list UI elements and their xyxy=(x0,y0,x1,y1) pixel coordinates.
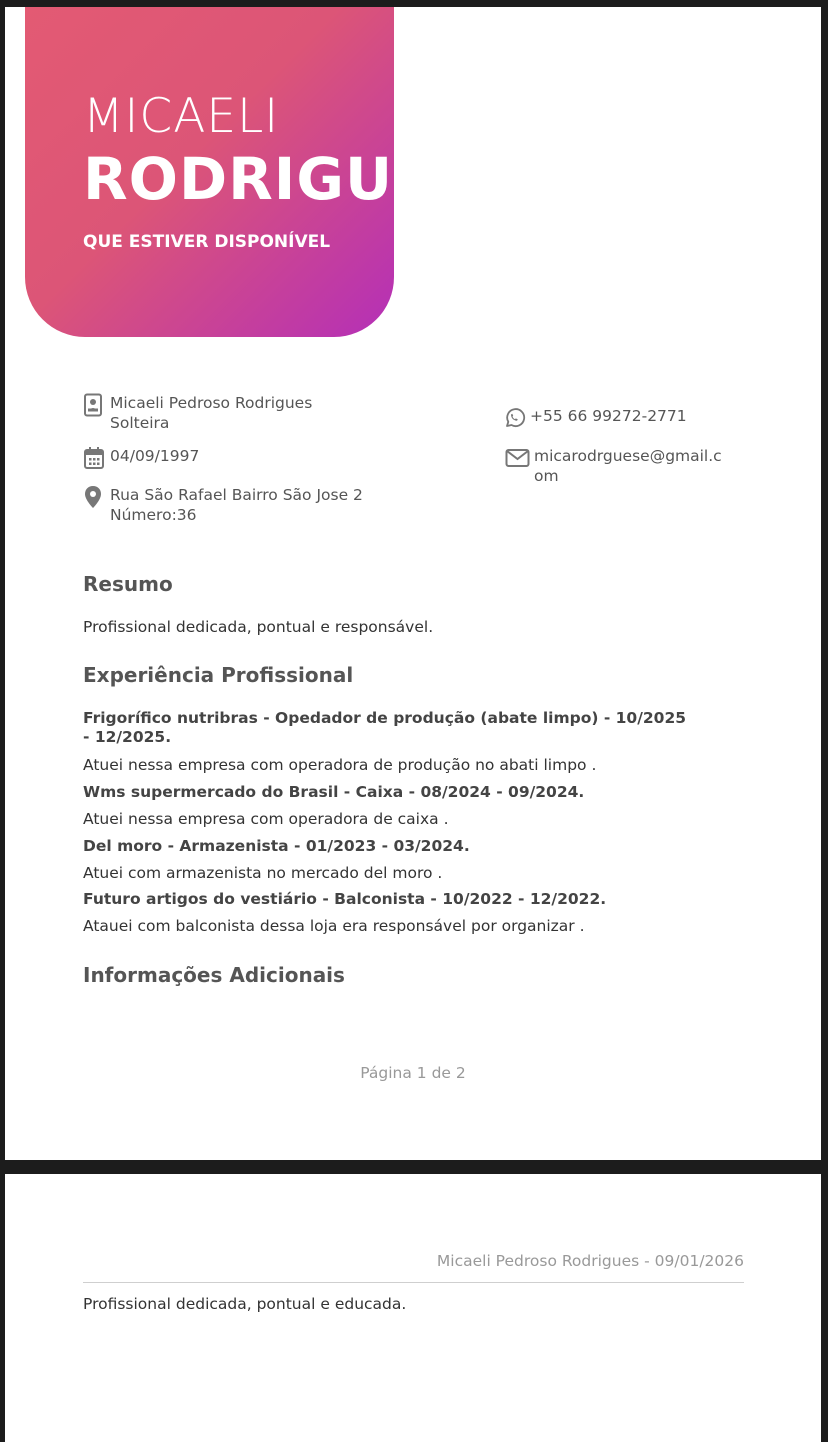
first-name: MICAELI xyxy=(83,89,280,144)
birth-date-value: 04/09/1997 xyxy=(110,447,200,465)
last-name: RODRIGUES xyxy=(83,145,477,213)
job-description: Atuei nessa empresa com operadora de caixa . xyxy=(83,810,449,828)
resume-page-2 xyxy=(5,1174,821,1442)
job-heading: Wms supermercado do Brasil - Caixa - 08/2024 - 09/2024. xyxy=(83,783,585,801)
contact-email xyxy=(503,446,722,486)
job-description: Atuei nessa empresa com operadora de produção no abati limpo . xyxy=(83,756,597,774)
resume-page-1 xyxy=(5,7,821,1160)
job-heading: Futuro artigos do vestiário - Balconista - 10/2022 - 12/2022. xyxy=(83,890,607,908)
experience-heading: Experiência Profissional xyxy=(83,663,354,687)
page-number: Página 1 de 2 xyxy=(360,1064,466,1082)
envelope-icon xyxy=(503,446,529,470)
header-divider xyxy=(83,1282,744,1283)
phone-number: +55 66 99272-2771 xyxy=(530,407,687,425)
summary-heading: Resumo xyxy=(83,572,173,596)
contact-marital-status: Solteira xyxy=(110,414,170,432)
summary-text: Profissional dedicada, pontual e responsável. xyxy=(83,618,434,636)
contact-name-status xyxy=(83,393,312,433)
job-description: Atauei com balconista dessa loja era responsável por organizar . xyxy=(83,917,585,935)
page2-text: Profissional dedicada, pontual e educada. xyxy=(83,1295,407,1313)
email-line-2: om xyxy=(534,467,559,485)
address-line-1: Rua São Rafael Bairro São Jose 2 xyxy=(110,486,363,504)
whatsapp-icon xyxy=(503,406,525,430)
email-line-1: micarodrguese@gmail.c xyxy=(534,447,722,465)
contact-phone xyxy=(503,406,687,430)
running-header: Micaeli Pedroso Rodrigues - 09/01/2026 xyxy=(436,1252,744,1270)
job-heading: Frigorífico nutribras - Opedador de produção (abate limpo) - 10/2025 - 12/2025. xyxy=(83,709,687,746)
additional-info-heading: Informações Adicionais xyxy=(83,963,345,987)
header-banner xyxy=(25,7,477,337)
address-line-2: Número:36 xyxy=(110,506,197,524)
contact-birth-date xyxy=(83,446,199,470)
calendar-icon xyxy=(83,446,105,470)
desired-position: QUE ESTIVER DISPONÍVEL xyxy=(83,232,331,252)
contact-address xyxy=(83,485,363,525)
map-pin-icon xyxy=(83,485,105,509)
id-card-icon xyxy=(83,393,105,417)
job-heading: Del moro - Armazenista - 01/2023 - 03/2024. xyxy=(83,837,470,855)
job-description: Atuei com armazenista no mercado del moro . xyxy=(83,864,443,882)
contact-full-name: Micaeli Pedroso Rodrigues xyxy=(110,394,313,412)
